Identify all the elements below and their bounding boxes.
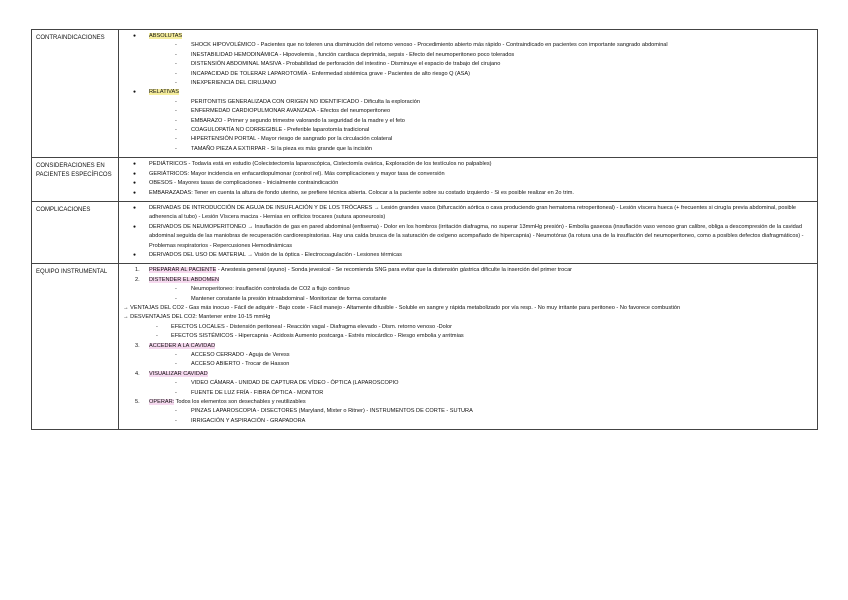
list-item: - IRRIGACIÓN Y ASPIRACIÓN - GRAPADORA (123, 417, 813, 426)
table-row (32, 201, 818, 263)
step-highlight: OPERAR: (149, 399, 175, 406)
group-title-relativas: RELATIVAS (149, 89, 179, 96)
list-item: - TAMAÑO PIEZA A EXTIRPAR - Si la pieza es más grande que la incisión (123, 145, 813, 154)
list-item: - INEXPERIENCIA DEL CIRUJANO (123, 79, 813, 88)
step-number: 5. (135, 399, 140, 406)
list-item: - PERITONITIS GENERALIZADA CON ORIGEN NO IDENTIFICADO - Dificulta la exploración (123, 98, 813, 107)
list-item: - ACCESO ABIERTO - Trocar de Hasson (123, 360, 813, 369)
list-item: ● GERIÁTRICOS: Mayor incidencia en enfacardiopulmonar (control rel). Más complicaciones y mayor tasa de conversión (123, 170, 813, 179)
table-row (32, 158, 818, 202)
row-label-contraindicaciones: CONTRAINDICACIONES (32, 30, 119, 158)
list-item: - Neumoperitoneo: insuflación controlada de CO2 a flujo continuo (123, 285, 813, 294)
step-number: 2. (135, 276, 140, 283)
list-item: - COAGULOPATÍA NO CORREGIBLE - Preferible laparotomía tradicional (123, 126, 813, 135)
step-2 (123, 276, 813, 285)
list-item (123, 88, 813, 97)
row-label-consideraciones: CONSIDERACIONES EN PACIENTES ESPECÍFICOS (32, 158, 119, 202)
step-highlight: DISTENDER EL ABDOMEN (149, 276, 220, 283)
list-item: ● DERIVADAS DE INTRODUCCIÓN DE AGUJA DE INSUFLACIÓN Y DE LOS TRÓCARES → Lesión grandes vasos (bifurcación aórtica o cava produciendo gran hematoma retroperitoneal) - Lesión víscera hueca (+ frecuentes si cirugía previa abdominal, posible adherencia al tubo) - Lesión Víscera maciza - Hernias en orificios trocares (sutura aponeurosis) (123, 204, 813, 223)
step-1 (123, 266, 813, 275)
list-item: - Mantener constante la presión intraabdominal - Monitorizar de forma constante (123, 295, 813, 304)
list-item: - SHOCK HIPOVOLÉMICO - Pacientes que no toleren una disminución del retorno venoso - Procedimiento abierto más rápido - Contraindicado en pacientes con importante sangrado abdominal (123, 41, 813, 50)
list-item: - EFECTOS LOCALES - Distensión peritoneal - Reacción vagal - Diafragma elevado - Dism. retorno venoso -Dolor (123, 323, 813, 332)
list-item: - EMBARAZO - Primer y segundo trimestre valorando la seguridad de la madre y el feto (123, 117, 813, 126)
group-title-absolutas: ABSOLUTAS (149, 33, 183, 39)
step-number: 4. (135, 370, 140, 377)
row-content-contraindicaciones (119, 30, 818, 158)
step-4 (123, 370, 813, 379)
step-rest: - Anestesia general (ayuno) - Sonda jevesical - Se recomienda SNG para evitar que la distensión gástrica dificulte la inserción del primer trocar (216, 267, 573, 274)
row-label-equipo: EQUIPO INSTRUMENTAL (32, 264, 119, 430)
list-item: - DISTENSIÓN ABDOMINAL MASIVA - Probabilidad de perforación del intestino - Disminuye el espacio de trabajo del cirujano (123, 60, 813, 69)
row-content-complicaciones (119, 201, 818, 263)
step-3 (123, 342, 813, 351)
list-item: ● OBESOS - Mayores tasas de complicaciones - Inicialmente contraindicación (123, 179, 813, 188)
table-row (32, 264, 818, 430)
list-item: ● DERIVADOS DE NEUMOPERITONEO → Insuflación de gas en pared abdominal (enfisema) - Dolor en los hombros (irritación diafragma, no superar 13mmHg presión) - Embolia gaseosa (insuflación vaso venoso gran calibre, obliga a descompresión de la cavidad abdominal seguida de las maniobras de recuperación cardiorespiratorias. Hay una caída brusca de la saturación de oxígeno acompañado de hipercapnia) - Neumotórax (la rotura una de la insuflación del neumoperitoneo, como a posibles defectos diafragmáticos) - Problemas respiratorios - Repercusiones Hemodinámicas (123, 223, 813, 251)
summary-table (31, 29, 818, 430)
list-item: - ENFERMEDAD CARDIOPULMONAR AVANZADA - Efectos del neumoperitoneo (123, 107, 813, 116)
list-item: - HIPERTENSIÓN PORTAL - Mayor riesgo de sangrado por la circulación colateral (123, 135, 813, 144)
row-label-complicaciones: COMPLICACIONES (32, 201, 119, 263)
list-item: - EFECTOS SISTÉMICOS - Hipercapnia - Acidosis Aumento postcarga - Estrés miocárdico - Riesgo embolia y arritmias (123, 332, 813, 341)
list-item: - VIDEO CÁMARA - UNIDAD DE CAPTURA DE VÍDEO - ÓPTICA (LAPAROSCOPIO (123, 379, 813, 388)
row-content-consideraciones (119, 158, 818, 202)
step-highlight: ACCEDER A LA CAVIDAD (149, 342, 216, 349)
step-highlight: VISUALIZAR CAVIDAD (149, 370, 208, 377)
step-number: 3. (135, 342, 140, 349)
step-number: 1. (135, 267, 140, 274)
list-item (123, 32, 813, 41)
list-item: ● PEDIÁTRICOS - Todavía está en estudio (Colecistectomía laparoscópica, Cistectomía ovárica, Exploración de los testículos no palpables) (123, 160, 813, 169)
step-5 (123, 398, 813, 407)
document-page (31, 29, 818, 430)
co2-disadvantages: → DESVENTAJAS DEL CO2: Mantener entre 10-15 mmHg (123, 314, 271, 321)
table-row (32, 30, 818, 158)
list-item: - FUENTE DE LUZ FRÍA - FIBRA ÓPTICA - MONITOR (123, 389, 813, 398)
list-item: - INESTABILIDAD HEMODINÁMICA - Hipovolemia , función cardiaca deprimida, sepsis - Efecto del neumoperitoneo poco tolerados (123, 51, 813, 60)
list-item: - ACCESO CERRADO - Aguja de Veress (123, 351, 813, 360)
list-item: - PINZAS LAPAROSCOPIA - DISECTORES (Maryland, Mixter o Ritner) - INSTRUMENTOS DE CORTE - SUTURA (123, 407, 813, 416)
co2-advantages: → VENTAJAS DEL CO2 - Gas más inocuo - Fácil de adquirir - Bajo coste - Fácil manejo - Altamente difusible - Soluble en sangre y rápida metabolizado por vía resp. - No muy irritante para peritoneo - No favorece combustión (123, 304, 681, 311)
step-highlight: PREPARAR AL PACIENTE (149, 267, 217, 274)
list-item: ● EMBARAZADAS: Tener en cuenta la altura de fondo uterino, se prefiere técnica abierta. Colocar a la paciente sobre su costado izquierdo - Si es posible realizar en 2o trim. (123, 189, 813, 198)
row-content-equipo (119, 264, 818, 430)
list-item: - INCAPACIDAD DE TOLERAR LAPAROTOMÍA - Enfermedad sistémica grave - Pacientes de alto riesgo Q (ASA) (123, 70, 813, 79)
list-item: ● DERIVADOS DEL USO DE MATERIAL → Visión de la óptica - Electrocoagulación - Lesiones térmicas (123, 251, 813, 260)
step-rest: Todos los elementos son desechables y reutilizables (174, 399, 306, 406)
